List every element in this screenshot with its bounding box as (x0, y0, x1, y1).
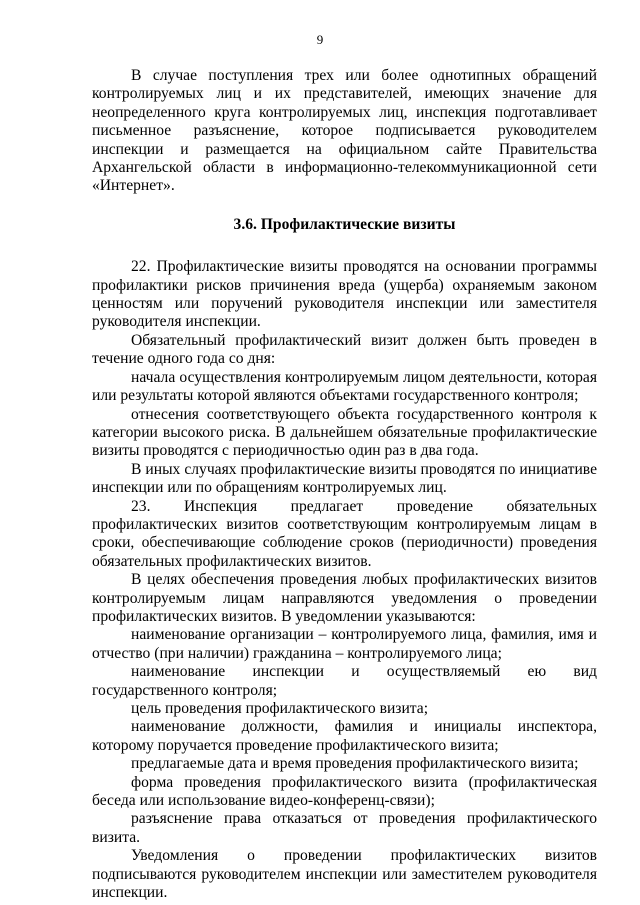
paragraph-notifications: В целях обеспечения проведения любых профилактических визитов контролируемым лицам направляются уведомления о проведении профилактических визитов. В уведомлении указываются: (92, 571, 597, 625)
list-item-activity-start: начала осуществления контролируемым лицом деятельности, которая или результаты которой являются объектами государственного контроля; (92, 368, 597, 405)
intro-paragraph: В случае поступления трех или более однотипных обращений контролируемых лиц и их представителей, имеющих значение для неопределенного круга контролируемых лиц, инспекция подготавливает письменное разъяснение, которое подписывается руководителем инспекции и размещается на официальном сайте Правительства Архангельской области в информационно-телекоммуникационной сети «Интернет». (92, 67, 597, 195)
paragraph-mandatory-visit: Обязательный профилактический визит должен быть проведен в течение одного года со дня: (92, 331, 597, 368)
paragraph-23: 23. Инспекция предлагает проведение обязательных профилактических визитов соответствующим контролируемым лицам в сроки, обеспечивающие соблюдение сроков (периодичности) проведения обязательных профилактических визитов. (92, 497, 597, 570)
paragraph-other-cases: В иных случаях профилактические визиты проводятся по инициативе инспекции или по обращениям контролируемых лиц. (92, 460, 597, 497)
list-item-refusal-right: разъяснение права отказаться от проведения профилактического визита. (92, 810, 597, 846)
document-body (92, 67, 597, 902)
page-number: 9 (316, 32, 324, 47)
list-item-organization-name: наименование организации – контролируемого лица, фамилия, имя и отчество (при наличии) гражданина – контролируемого лица; (92, 626, 597, 662)
paragraph-signatures: Уведомления о проведении профилактических визитов подписываются руководителем инспекции или заместителем руководителя инспекции. (92, 847, 597, 902)
list-item-inspector: наименование должности, фамилия и инициалы инспектора, которому поручается проведение профилактического визита; (92, 718, 597, 754)
list-item-high-risk: отнесения соответствующего объекта государственного контроля к категории высокого риска. В дальнейшем обязательные профилактические визиты проводятся с периодичностью один раз в два года. (92, 405, 597, 460)
list-item-visit-purpose: цель проведения профилактического визита; (131, 700, 429, 717)
section-heading: 3.6. Профилактические визиты (233, 215, 456, 233)
list-item-date-time: предлагаемые дата и время проведения профилактического визита; (131, 755, 579, 773)
paragraph-22: 22. Профилактические визиты проводятся на основании программы профилактики рисков причинения вреда (ущерба) охраняемым законом ценностям или поручений руководителя инспекции или заместителя руководителя инспекции. (92, 258, 597, 331)
list-item-visit-form: форма проведения профилактического визита (профилактическая беседа или использование видео-конференц-связи); (92, 773, 597, 810)
list-item-inspection-name: наименование инспекции и осуществляемый ею вид государственного контроля; (92, 663, 597, 699)
